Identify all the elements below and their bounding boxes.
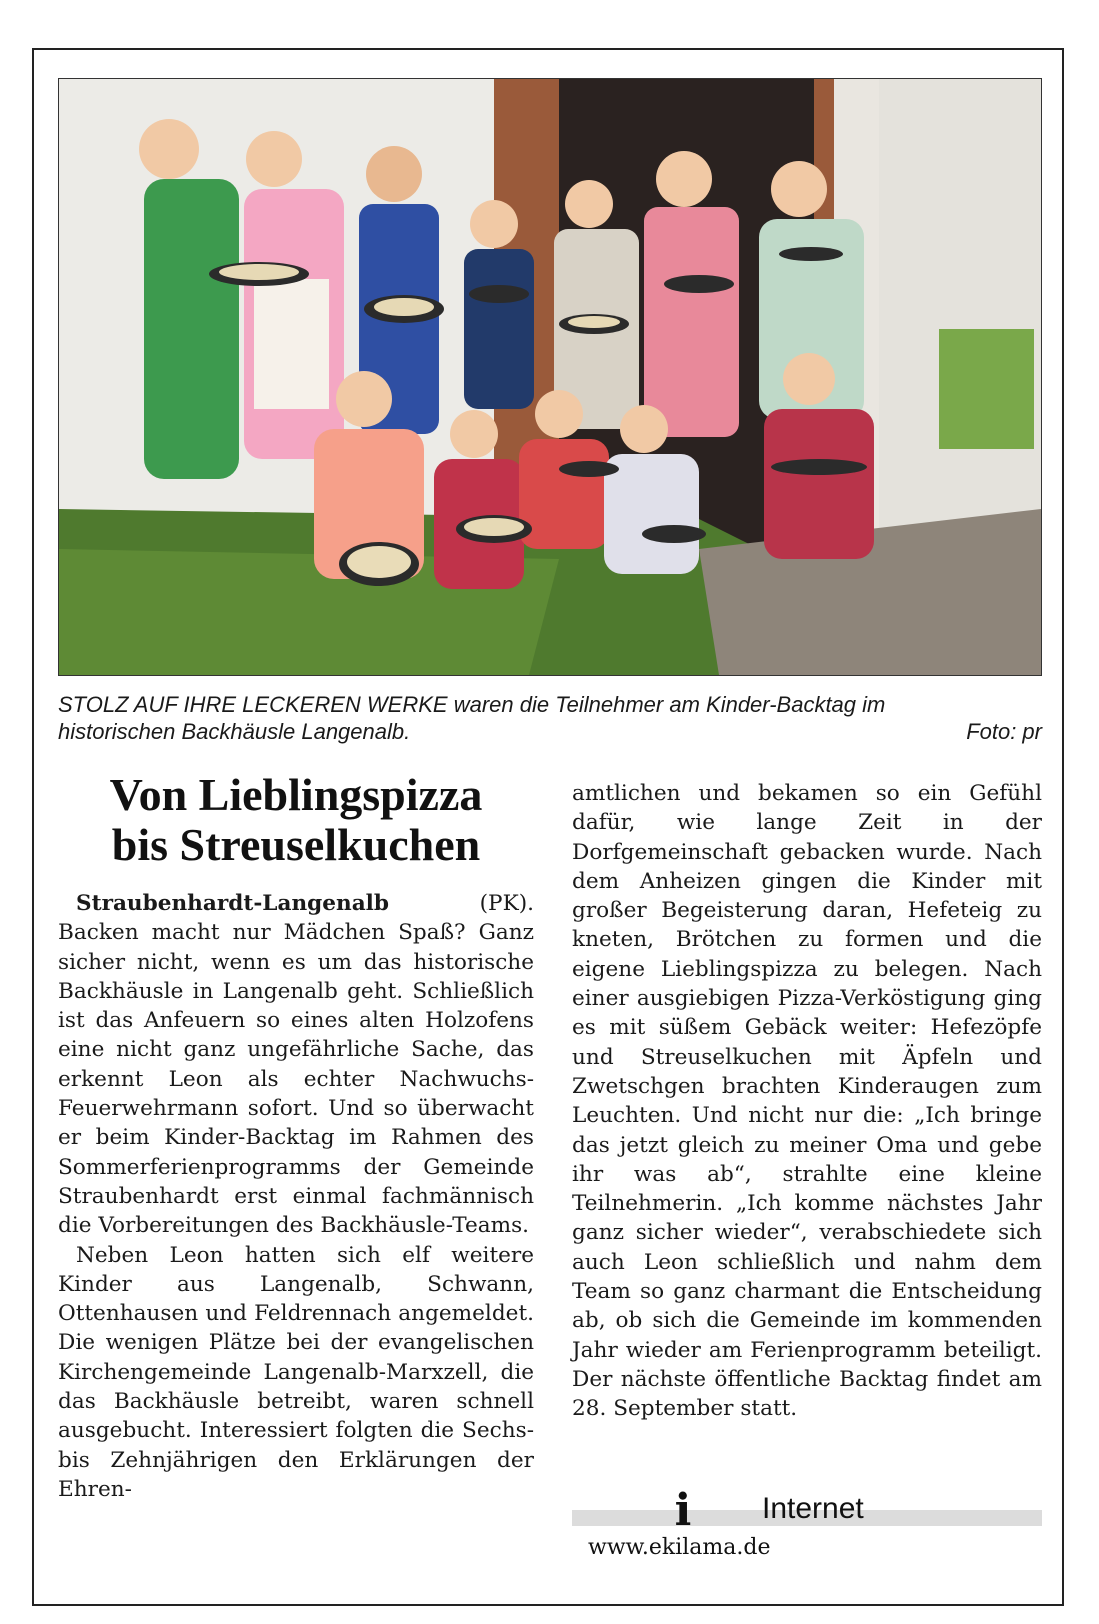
caption-lead: STOLZ AUF IHRE LECKEREN WERKE <box>58 692 448 717</box>
article-column-1 <box>58 889 534 1504</box>
article-headline <box>58 770 534 870</box>
headline-line2: bis Streuselkuchen <box>111 819 481 870</box>
headline-line1: Von Lieblingspizza <box>109 769 483 820</box>
info-box <box>572 1485 1042 1560</box>
article-paragraph-2-part1: Neben Leon hatten sich elf weitere Kinder aus Langenalb, Schwann, Ottenhausen und Feldrennach angemeldet. Die wenigen Plätze bei der evangelischen Kirchengemeinde Langenalb-Marxzell, die das Backhäusle betreibt, waren schnell ausgebucht. Interessiert folgten die Sechs- bis Zehnjährigen den Erklärungen der Ehren- <box>58 1242 534 1502</box>
children-baking-photo <box>59 79 1041 675</box>
article-photo <box>58 78 1042 676</box>
caption-text-line1: waren die Teilnehmer am Kinder-Backtag im <box>453 692 886 717</box>
photo-credit: Foto: pr <box>966 719 1042 744</box>
caption-text-line2: historischen Backhäusle Langenalb. <box>58 719 411 744</box>
info-url-link[interactable]: www.ekilama.de <box>588 1535 771 1560</box>
info-i-icon: i <box>674 1485 692 1536</box>
article-paragraph-1-text: (PK). Backen macht nur Mädchen Spaß? Ganz sicher nicht, wenn es um das historische Backhäusle in Langenalb geht. Schließlich ist das Anfeuern so eines alten Holzofens eine nicht ganz ungefährliche Sache, das erkennt Leon als echter Nachwuchs-Feuerwehrmann sofort. Und so überwacht er beim Kinder-Backtag im Rahmen des Sommerferienprogramms der Gemeinde Straubenhardt erst einmal fachmännisch die Vorbereitungen des Backhäusle-Teams. <box>58 891 534 1239</box>
info-label: Internet <box>762 1492 864 1525</box>
article-dateline: Straubenhardt-Langenalb <box>76 891 389 916</box>
photo-caption <box>58 691 1042 745</box>
article-paragraph-1 <box>58 889 534 1241</box>
article-column-2 <box>572 779 1042 1424</box>
article-paragraph-2-part2: amtlichen und bekamen so ein Gefühl dafür, wie lange Zeit in der Dorfgemeinschaft gebacken wurde. Nach dem Anheizen gingen die Kinder mit großer Begeisterung daran, Hefeteig zu kneten, Brötchen zu formen und die eigene Lieblingspizza zu belegen. Nach einer ausgiebigen Pizza-Verköstigung ging es mit süßem Gebäck weiter: Hefezöpfe und Streuselkuchen mit Äpfeln und Zwetschgen brachten Kinderaugen zum Leuchten. Und nicht nur die: „Ich bringe das jetzt gleich zu meiner Oma und gebe ihr was ab“, strahlte eine kleine Teilnehmerin. „Ich komme nächstes Jahr ganz sicher wieder“, verabschiedete sich auch Leon schließlich und nahm dem Team so ganz charmant die Entscheidung ab, ob sich die Gemeinde im kommenden Jahr wieder am Ferienprogramm beteiligt. Der nächste öffentliche Backtag findet am 28. September statt. <box>572 781 1042 1422</box>
